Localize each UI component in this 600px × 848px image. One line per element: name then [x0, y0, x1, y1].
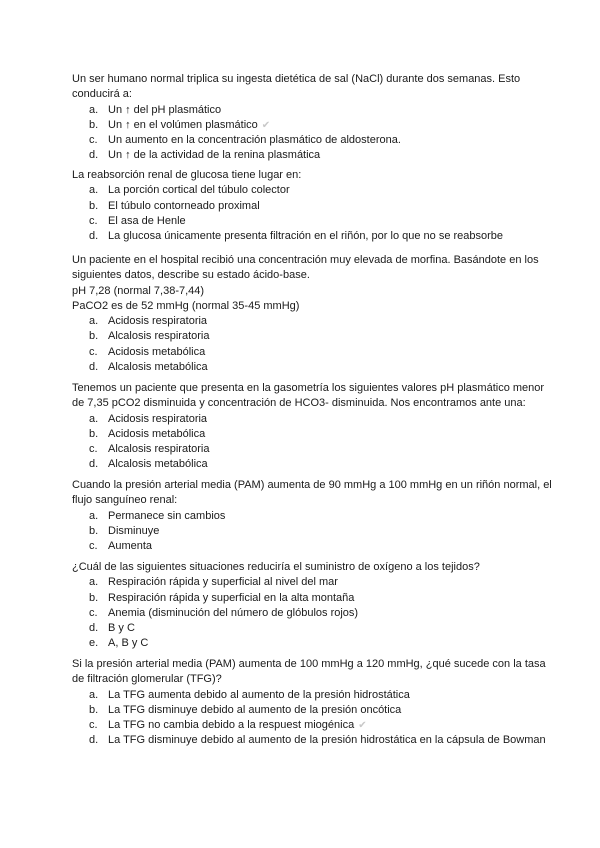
question-1 — [72, 72, 552, 164]
question-4 — [72, 381, 552, 473]
option-item — [72, 457, 552, 472]
option-label: a. — [89, 412, 99, 425]
option-text: Un ↑ de la actividad de la renina plasmática — [108, 149, 321, 162]
option-list — [72, 103, 552, 164]
question-stem: Un paciente en el hospital recibió una concentración muy elevada de morfina. Basándote en los siguientes datos, describe su estado ácido-base. — [72, 254, 539, 282]
option-text: Acidosis metabólica — [108, 345, 206, 358]
question-2 — [72, 168, 552, 244]
option-item — [72, 539, 552, 554]
option-text: El túbulo contorneado proximal — [108, 199, 260, 212]
option-item — [72, 703, 552, 718]
option-item — [72, 345, 552, 360]
option-list — [72, 575, 552, 651]
option-text: Un aumento en la concentración plasmático de aldosterona. — [108, 134, 401, 147]
option-item — [72, 688, 552, 703]
option-text: Respiración rápida y superficial en la alta montaña — [108, 591, 355, 604]
option-label: b. — [89, 330, 99, 343]
option-item — [72, 148, 552, 163]
option-text: Anemia (disminución del número de glóbulos rojos) — [108, 606, 359, 619]
option-text: Acidosis respiratoria — [108, 412, 208, 425]
option-label: b. — [89, 199, 99, 212]
option-text: El asa de Henle — [108, 214, 186, 227]
option-item — [72, 199, 552, 214]
question-5 — [72, 478, 552, 554]
option-label: a. — [89, 103, 99, 116]
question-3 — [72, 253, 552, 375]
question-7 — [72, 657, 552, 749]
option-label: a. — [89, 509, 99, 522]
option-text: La TFG disminuye debido al aumento de la presión hidrostática en la cápsula de Bowman — [108, 734, 546, 747]
option-item — [72, 229, 552, 244]
option-label: c. — [89, 443, 98, 456]
question-stem: Tenemos un paciente que presenta en la gasometría los siguientes valores pH plasmático menor de 7,35 pCO2 disminuida y concentración de HCO3- disminuida. Nos encontramos ante una: — [72, 382, 545, 410]
option-label: b. — [89, 703, 99, 716]
option-list — [72, 412, 552, 473]
option-item — [72, 360, 552, 375]
option-label: b. — [89, 427, 99, 440]
option-label: c. — [89, 540, 98, 553]
question-stem: La reabsorción renal de glucosa tiene lugar en: — [72, 169, 302, 181]
option-label: b. — [89, 591, 99, 604]
option-item — [72, 214, 552, 229]
option-text: Acidosis metabólica — [108, 427, 206, 440]
option-label: d. — [89, 361, 99, 374]
option-label: e. — [89, 637, 99, 650]
option-item — [72, 733, 552, 748]
option-label: c. — [89, 214, 98, 227]
option-list — [72, 314, 552, 375]
option-text: La porción cortical del túbulo colector — [108, 184, 290, 197]
option-text: Alcalosis respiratoria — [108, 330, 210, 343]
option-text: Alcalosis respiratoria — [108, 443, 210, 456]
option-text: La TFG disminuye debido al aumento de la presión oncótica — [108, 703, 402, 716]
option-label: c. — [89, 134, 98, 147]
option-item — [72, 509, 552, 524]
option-text: La TFG aumenta debido al aumento de la presión hidrostática — [108, 688, 410, 701]
question-data-line: pH 7,28 (normal 7,38-7,44) — [72, 284, 205, 297]
option-item — [72, 524, 552, 539]
option-item — [72, 442, 552, 457]
option-item — [72, 636, 552, 651]
option-label: d. — [89, 458, 99, 471]
option-item — [72, 427, 552, 442]
question-6 — [72, 560, 552, 652]
option-text: Un ↑ del pH plasmático — [108, 103, 222, 116]
option-item — [72, 103, 552, 118]
option-text: B y C — [108, 622, 135, 635]
option-label: c. — [89, 606, 98, 619]
option-text: Permanece sin cambios — [108, 509, 226, 522]
question-data-line: PaCO2 es de 52 mmHg (normal 35-45 mmHg) — [72, 299, 300, 312]
option-item — [72, 621, 552, 636]
question-stem: Cuando la presión arterial media (PAM) aumenta de 90 mmHg a 100 mmHg en un riñón normal, el flujo sanguíneo renal: — [72, 479, 552, 507]
option-label: a. — [89, 184, 99, 197]
question-stem: Un ser humano normal triplica su ingesta dietética de sal (NaCl) durante dos semanas. Esto conducirá a: — [72, 73, 521, 101]
option-label: b. — [89, 524, 99, 537]
question-stem: Si la presión arterial media (PAM) aumenta de 100 mmHg a 120 mmHg, ¿qué sucede con la tasa de filtración glomerular (TFG)? — [72, 658, 546, 686]
option-item — [72, 329, 552, 344]
option-list — [72, 509, 552, 555]
option-item — [72, 575, 552, 590]
checkmark-icon: ✔ — [358, 720, 367, 732]
option-item — [72, 133, 552, 148]
option-text: Un ↑ en el volúmen plasmático — [108, 118, 258, 131]
option-text: Respiración rápida y superficial al nivel del mar — [108, 576, 338, 589]
option-label: a. — [89, 576, 99, 589]
option-text: Disminuye — [108, 524, 160, 537]
option-text: Aumenta — [108, 540, 153, 553]
option-list — [72, 183, 552, 244]
option-label: c. — [89, 719, 98, 732]
option-text: La glucosa únicamente presenta filtración en el riñón, por lo que no se reabsorbe — [108, 230, 504, 243]
option-list — [72, 688, 552, 749]
option-label: d. — [89, 230, 99, 243]
option-label: d. — [89, 149, 99, 162]
option-item — [72, 183, 552, 198]
option-item — [72, 412, 552, 427]
option-label: d. — [89, 622, 99, 635]
option-item — [72, 591, 552, 606]
option-text: Alcalosis metabólica — [108, 361, 208, 374]
option-item — [72, 718, 552, 733]
option-text: A, B y C — [108, 637, 149, 650]
option-text: Alcalosis metabólica — [108, 458, 208, 471]
option-label: b. — [89, 118, 99, 131]
option-item — [72, 118, 552, 133]
option-label: c. — [89, 345, 98, 358]
question-stem: ¿Cuál de las siguientes situaciones reduciría el suministro de oxígeno a los tejidos? — [72, 561, 480, 573]
option-text: Acidosis respiratoria — [108, 315, 208, 328]
option-label: a. — [89, 688, 99, 701]
option-text: La TFG no cambia debido a la respuest miogénica — [108, 719, 355, 732]
checkmark-icon: ✔ — [261, 119, 271, 131]
option-label: a. — [89, 315, 99, 328]
option-item — [72, 606, 552, 621]
option-item — [72, 314, 552, 329]
option-label: d. — [89, 734, 99, 747]
